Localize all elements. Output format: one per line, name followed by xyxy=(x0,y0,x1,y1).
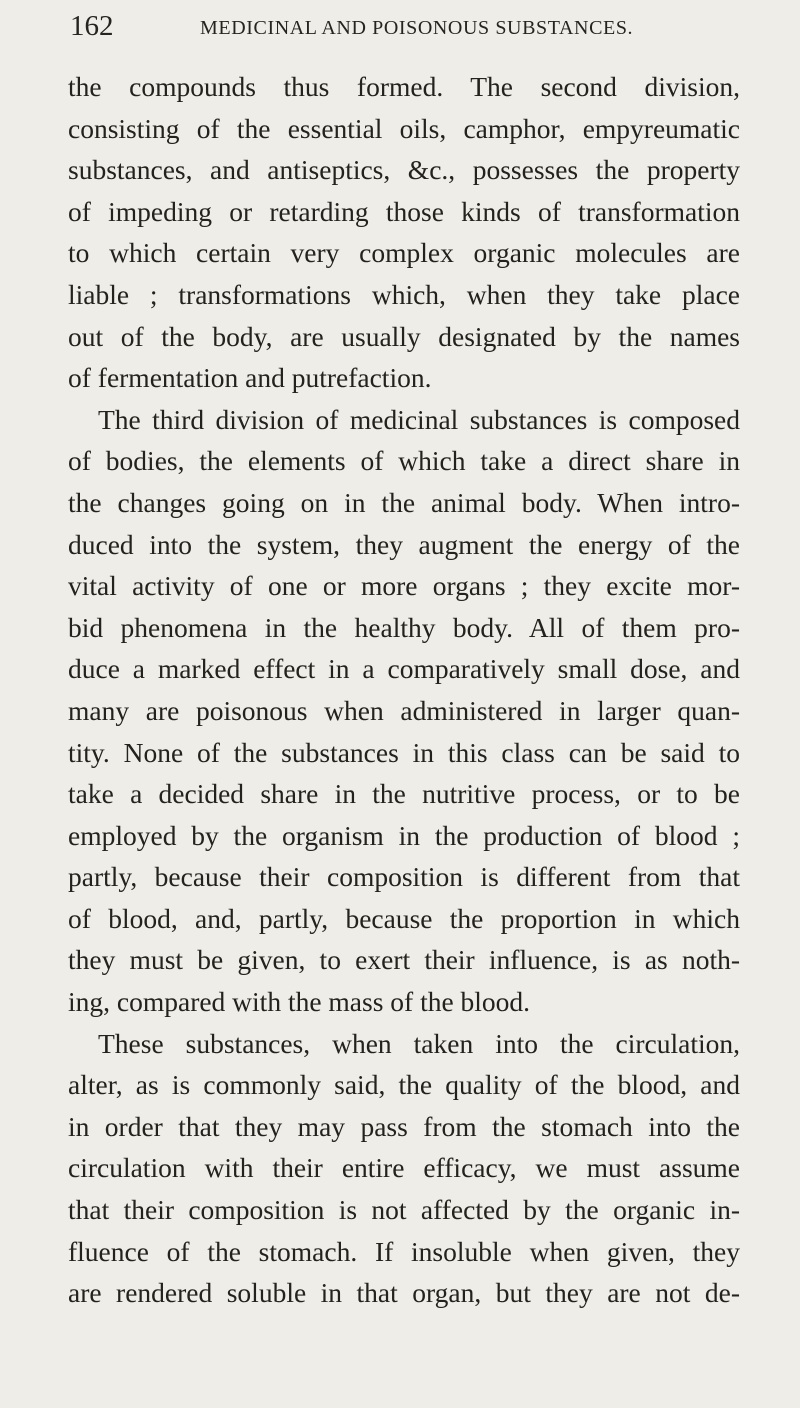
text-line: take a decided share in the nutritive process, or to be xyxy=(68,778,740,810)
text-line: bid phenomena in the healthy body. All of them pro- xyxy=(68,611,740,643)
text-line: consisting of the essential oils, camphor, empyreumatic xyxy=(68,112,740,144)
text-line: in order that they may pass from the stomach into the xyxy=(68,1110,740,1142)
text-line: they must be given, to exert their influence, is as noth- xyxy=(68,944,740,976)
running-head xyxy=(70,10,730,50)
body-text xyxy=(68,66,740,1314)
text-line: of blood, and, partly, because the proportion in which xyxy=(68,902,740,934)
running-title: MEDICINAL AND POISONOUS SUBSTANCES. xyxy=(200,17,634,39)
text-line: the changes going on in the animal body. When intro- xyxy=(68,486,740,518)
text-line: employed by the organism in the production of blood ; xyxy=(68,819,740,851)
text-line: that their composition is not affected by the organic in- xyxy=(68,1194,740,1226)
text-line: of impeding or retarding those kinds of transformation xyxy=(68,195,740,227)
text-line: duce a marked effect in a comparatively small dose, and xyxy=(68,653,740,685)
text-line: partly, because their composition is different from that xyxy=(68,861,740,893)
text-line: to which certain very complex organic molecules are xyxy=(68,237,740,269)
text-line: of bodies, the elements of which take a direct share in xyxy=(68,445,740,477)
text-line: substances, and antiseptics, &c., possesses the property xyxy=(68,154,740,186)
text-line: liable ; transformations which, when they take place xyxy=(68,278,740,310)
text-line: many are poisonous when administered in larger quan- xyxy=(68,694,740,726)
text-line: out of the body, are usually designated by the names xyxy=(68,320,740,352)
page-number: 162 xyxy=(70,10,114,42)
text-line: the compounds thus formed. The second division, xyxy=(68,71,740,102)
text-line: vital activity of one or more organs ; they excite mor- xyxy=(68,570,740,602)
text-line: circulation with their entire efficacy, we must assume xyxy=(68,1152,740,1184)
text-line: duced into the system, they augment the energy of the xyxy=(68,528,740,560)
text-line: are rendered soluble in that organ, but they are not de- xyxy=(68,1277,740,1309)
paragraph-first-line: These substances, when taken into the circulation, xyxy=(98,1027,740,1059)
text-line: tity. None of the substances in this class can be said to xyxy=(68,736,740,768)
text-line: ing, compared with the mass of the blood. xyxy=(68,986,531,1018)
text-line: alter, as is commonly said, the quality of the blood, and xyxy=(68,1069,740,1101)
text-line: of fermentation and putrefaction. xyxy=(68,362,432,394)
text-line: fluence of the stomach. If insoluble when given, they xyxy=(68,1235,740,1267)
paragraph-first-line: The third division of medicinal substances is composed xyxy=(98,403,740,435)
